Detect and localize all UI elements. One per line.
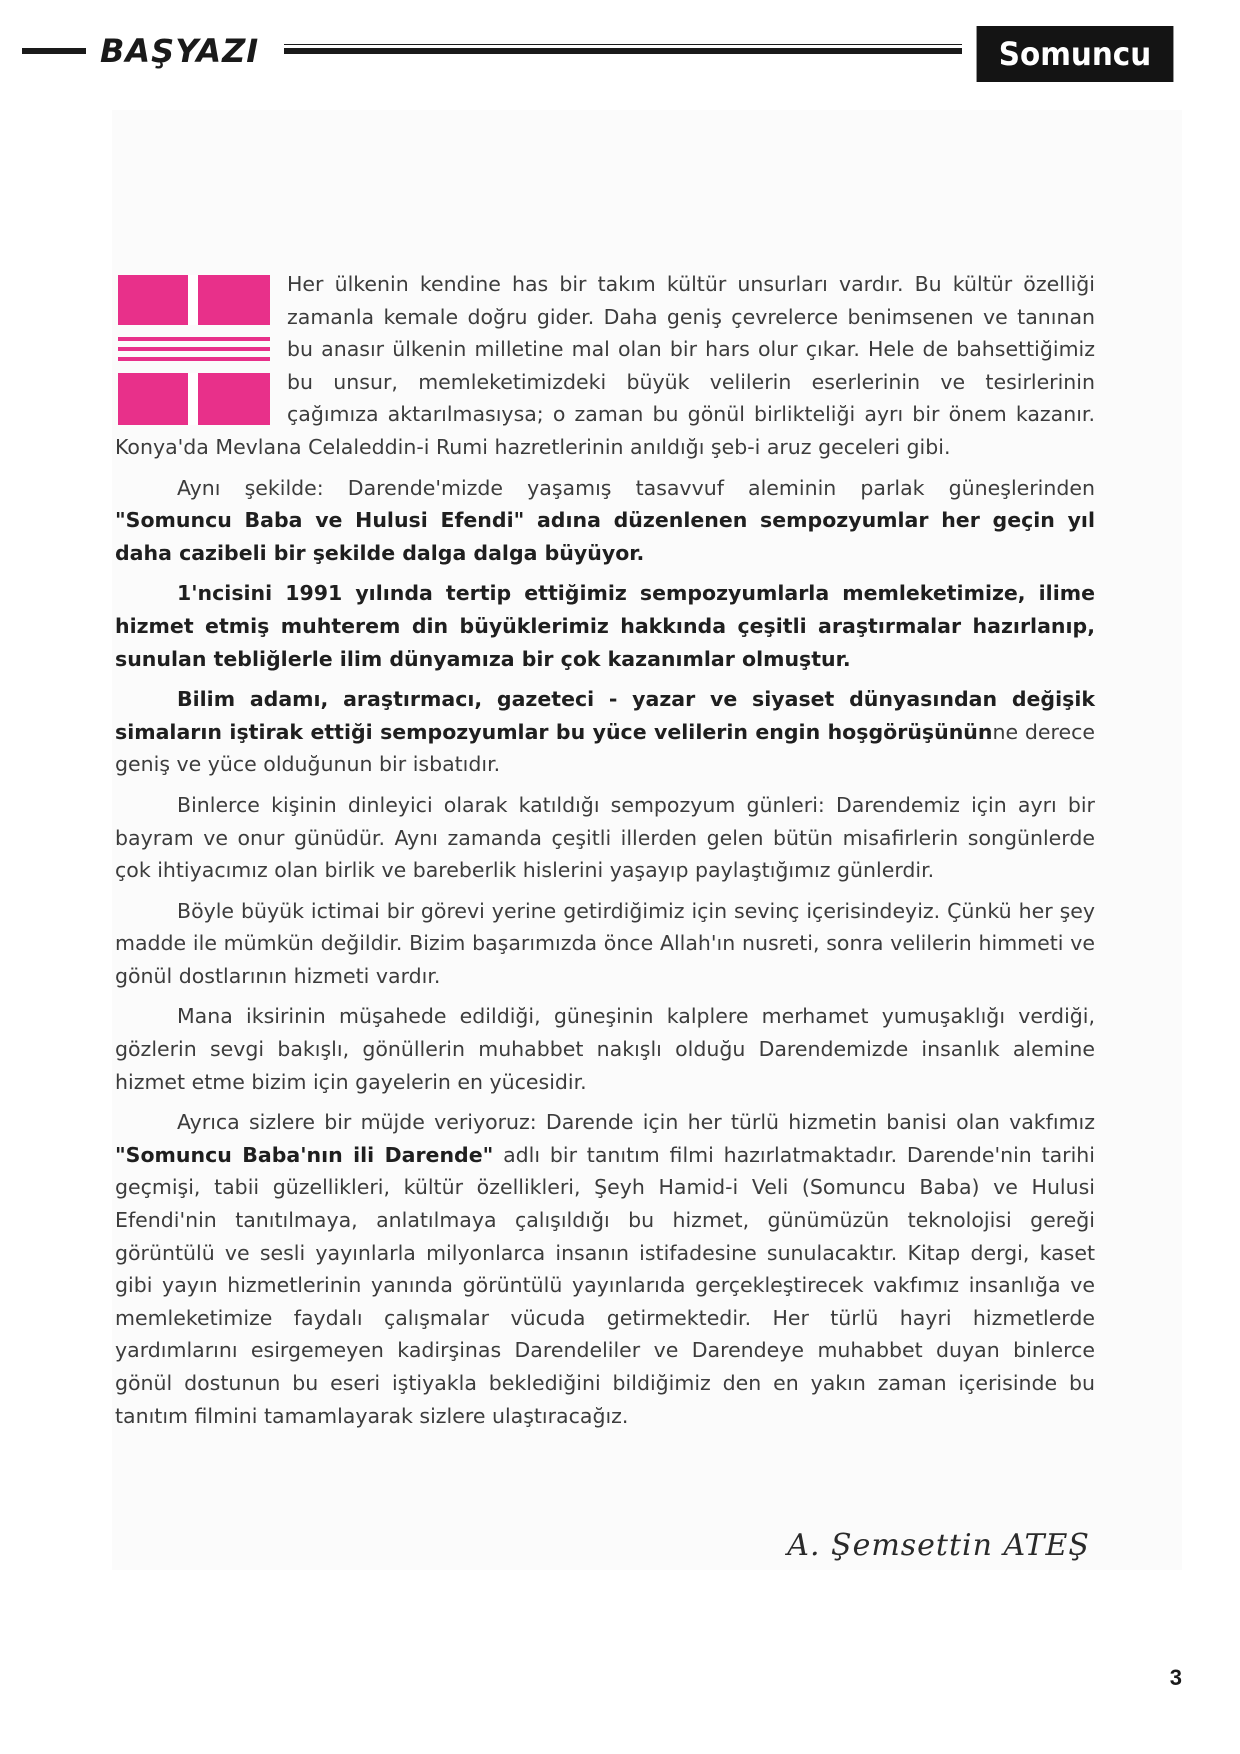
paragraph-6 xyxy=(115,895,1095,993)
header-rule xyxy=(284,48,962,54)
editorial-article xyxy=(115,268,1095,1440)
paragraph-8-bold: "Somuncu Baba'nın ili Darende" xyxy=(115,1142,494,1167)
paragraph-7 xyxy=(115,1000,1095,1098)
paragraph-1-text: Her ülkenin kendine has bir takım kültür unsurları vardır. Bu kültür özelliği zamanla kemale doğru gider. Daha geniş çevrelerce benimsenen ve tanınan bu anasır ülkenin milletine mal olan bir hars olur çıkar. Hele de bahsettiğimiz bu unsur, memleketimizdeki büyük velilerin eserlerinin ve tesirlerinin çağımıza aktarılmasıysa; o zaman bu gönül birlikteliği ayrı bir önem kazanır. Konya'da Mevlana Celaleddin-i Rumi hazretlerinin anıldığı şeb-i aruz geceleri gibi. xyxy=(115,272,1095,459)
paragraph-6-text: Böyle büyük ictimai bir görevi yerine getirdiğimiz için sevinç içerisindeyiz. Çünkü her şey madde ile mümkün değildir. Bizim başarımızda önce Allah'ın nusreti, sonra velilerin himmeti ve gönül dostlarının hizmeti vardır. xyxy=(115,898,1095,988)
page-header xyxy=(22,22,1182,84)
paragraph-5-text: Binlerce kişinin dinleyici olarak katıldığı sempozyum günleri: Darendemiz için ayrı bir bayram ve onur günüdür. Aynı zamanda çeşitli illerden gelen bütün misafirlerin songünlerde çok ihtiyacımız olan birlik ve bareberlik hislerini yaşayıp paylaştığımız günlerdir. xyxy=(115,792,1095,883)
paragraph-4-bold: Bilim adamı, araştırmacı, gazeteci - yazar ve siyaset dünyasından değişik simaların iştirak ettiği sempozyumlar bu yüce velilerin engin hoşgörüşünün xyxy=(115,687,1095,744)
paragraph-2-lead: Aynı şekilde: Darende'mizde yaşamış tasavvuf aleminin parlak güneşlerinden xyxy=(177,475,1095,500)
paragraph-8-rest: adlı bir tanıtım filmi hazırlatmaktadır. Darende'nin tarihi geçmişi, tabii güzellikleri, kültür özellikleri, Şeyh Hamid-i Veli (Somuncu Baba) ve Hulusi Efendi'nin tanıtılmaya, anlatılmaya çalışıldığı bu hizmet, günümüzün teknolojisi gereği görüntülü ve sesli yayınlarla milyonlarca insanın istifadesine sunulacaktır. Kitap dergi, kaset gibi yayın hizmetlerinin yanında görüntülü yayınlarıda gerçekleştirecek vakfımız insanlığa ve memleketimize faydalı çalışmalar vücuda getirmektedir. Her türlü hayri hizmetlerde yardımlarını esirgemeyen kadirşinas Darendeliler ve Darendeye muhabbet duyan binlerce gönül dostunun bu eseri iştiyakla beklediğini bildiğimiz den en yakın zaman içerisinde bu tanıtım filmini tamamlayarak sizlere ulaştıracağız. xyxy=(115,1142,1095,1428)
header-rule-thin xyxy=(284,44,962,45)
author-signature: A. Şemsettin ATEŞ xyxy=(787,1528,1090,1563)
header-bar-left xyxy=(22,48,86,54)
paragraph-5 xyxy=(115,789,1095,887)
paragraph-3-bold: 1'ncisini 1991 yılında tertip ettiğimiz sempozyumlarla memleketimize, ilime hizmet etmiş muhterem din büyüklerimiz hakkında çeşitli araştırmalar hazırlanıp, sunulan tebliğlerle ilim dünyamıza bir çok kazanımlar olmuştur. xyxy=(115,581,1095,671)
magazine-badge: Somuncu xyxy=(977,26,1174,82)
paragraph-8-lead: Ayrıca sizlere bir müjde veriyoruz: Darende için her türlü hizmetin banisi olan vakfımız xyxy=(177,1110,1095,1135)
section-title: BAŞYAZI xyxy=(100,32,260,70)
paragraph-2 xyxy=(115,472,1095,570)
logo-spacer xyxy=(115,268,287,430)
paragraph-4 xyxy=(115,683,1095,781)
paragraph-4-rest: ne derece geniş ve yüce olduğunun bir isbatıdır. xyxy=(115,719,1095,777)
paragraph-2-bold: "Somuncu Baba ve Hulusi Efendi" adına düzenlenen sempozyumlar her geçin yıl daha cazibeli bir şekilde dalga dalga büyüyor. xyxy=(115,508,1095,565)
page-number: 3 xyxy=(1169,1665,1182,1690)
paragraph-3 xyxy=(115,577,1095,675)
paragraph-7-text: Mana iksirinin müşahede edildiği, güneşinin kalplere merhamet yumuşaklığı verdiği, gözlerin sevgi bakışlı, gönüllerin muhabbet nakışlı olduğu Darendemizde insanlık alemine hizmet etme bizim için gayelerin en yücesidir. xyxy=(115,1004,1095,1094)
paragraph-8 xyxy=(115,1106,1095,1432)
